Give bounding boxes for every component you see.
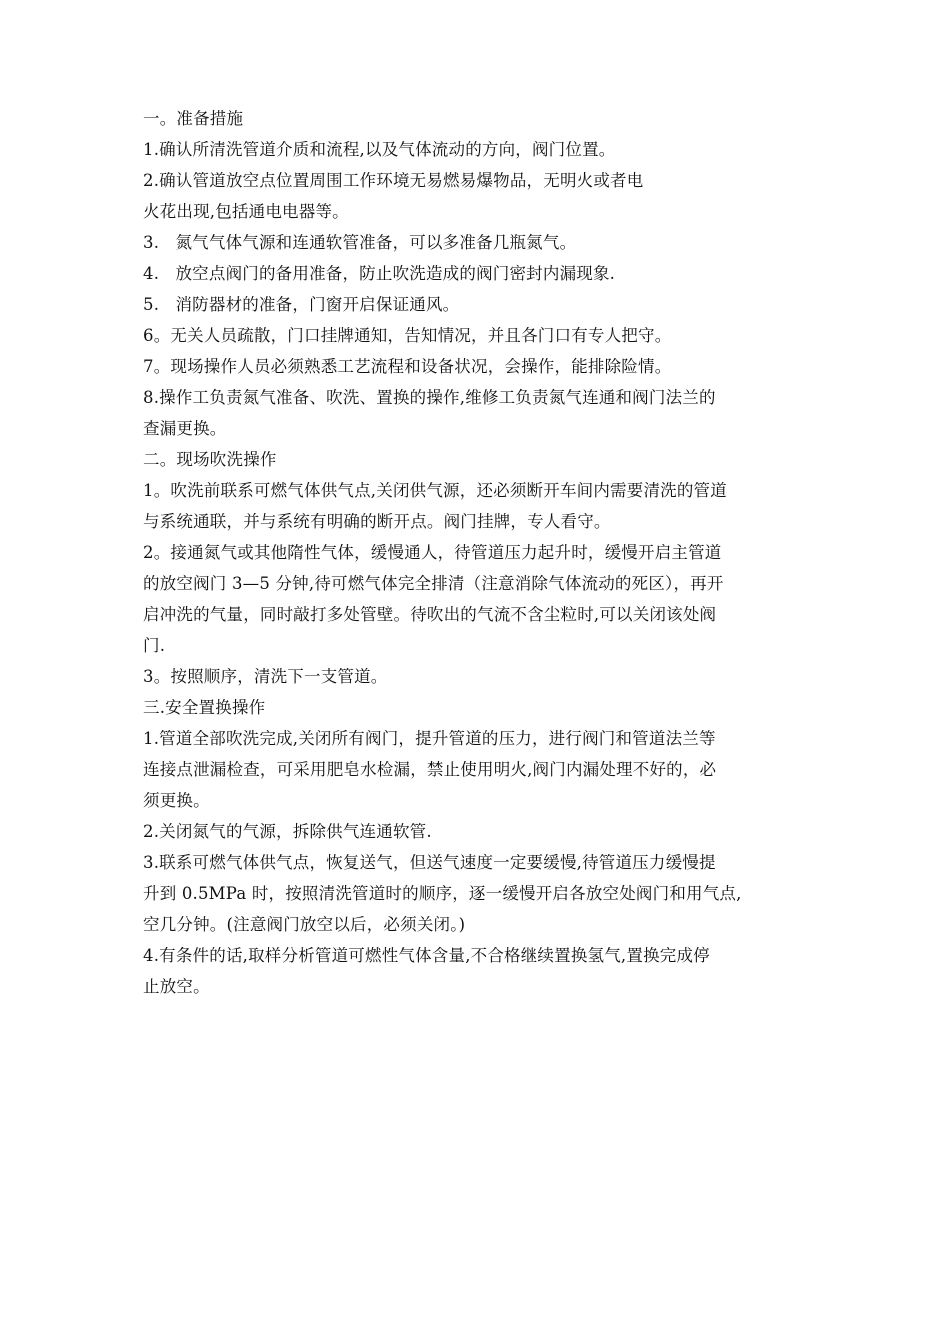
paragraph-line: 3.联系可燃气体供气点，恢复送气，但送气速度一定要缓慢,待管道压力缓慢提 bbox=[143, 853, 716, 872]
paragraph-line: 3. 氮气气体气源和连通软管准备，可以多准备几瓶氮气。 bbox=[143, 233, 577, 252]
paragraph-line: 3。按照顺序，清洗下一支管道。 bbox=[143, 667, 388, 686]
paragraph-line: 空几分钟。(注意阀门放空以后，必须关闭。) bbox=[143, 915, 466, 934]
paragraph-line: 6。无关人员疏散，门口挂牌通知，告知情况，并且各门口有专人把守。 bbox=[143, 326, 672, 345]
section-heading-replacement: 三.安全置换操作 bbox=[143, 698, 266, 717]
paragraph-line: 止放空。 bbox=[143, 977, 210, 996]
paragraph-line: 5. 消防器材的准备，门窗开启保证通风。 bbox=[143, 295, 460, 314]
paragraph-line: 连接点泄漏检查，可采用肥皂水检漏，禁止使用明火,阀门内漏处理不好的，必 bbox=[143, 760, 717, 779]
paragraph-line: 查漏更换。 bbox=[143, 419, 227, 438]
paragraph-line: 2.关闭氮气的气源，拆除供气连通软管. bbox=[143, 822, 432, 841]
paragraph-line: 2。接通氮气或其他隋性气体，缓慢通人，待管道压力起升时，缓慢开启主管道 bbox=[143, 543, 722, 562]
section-heading-blowing: 二。现场吹洗操作 bbox=[143, 450, 277, 469]
paragraph-line: 7。现场操作人员必须熟悉工艺流程和设备状况，会操作，能排除险情。 bbox=[143, 357, 672, 376]
paragraph-line: 1。吹洗前联系可燃气体供气点,关闭供气源，还必须断开车间内需要清洗的管道 bbox=[143, 481, 727, 500]
paragraph-line: 4.有条件的话,取样分析管道可燃性气体含量,不合格继续置换氢气,置换完成停 bbox=[143, 946, 710, 965]
paragraph-line: 火花出现,包括通电电器等。 bbox=[143, 202, 349, 221]
paragraph-line: 2.确认管道放空点位置周围工作环境无易燃易爆物品，无明火或者电 bbox=[143, 171, 644, 190]
document-body bbox=[143, 103, 811, 1002]
paragraph-line: 1.确认所清洗管道介质和流程,以及气体流动的方向，阀门位置。 bbox=[143, 140, 616, 159]
section-heading-preparation: 一。准备措施 bbox=[143, 109, 244, 128]
paragraph-line: 启冲洗的气量，同时敲打多处管壁。待吹出的气流不含尘粒时,可以关闭该处阀 bbox=[143, 605, 717, 624]
paragraph-line: 1.管道全部吹洗完成,关闭所有阀门，提升管道的压力，进行阀门和管道法兰等 bbox=[143, 729, 716, 748]
paragraph-line: 4. 放空点阀门的备用准备，防止吹洗造成的阀门密封内漏现象. bbox=[143, 264, 616, 283]
paragraph-line: 与系统通联，并与系统有明确的断开点。阀门挂牌，专人看守。 bbox=[143, 512, 611, 531]
paragraph-line: 的放空阀门 3—5 分钟,待可燃气体完全排清（注意消除气体流动的死区），再开 bbox=[143, 574, 724, 593]
paragraph-line: 8.操作工负责氮气准备、吹洗、置换的操作,维修工负责氮气连通和阀门法兰的 bbox=[143, 388, 716, 407]
paragraph-line: 升到 0.5MPa 时，按照清洗管道时的顺序，逐一缓慢开启各放空处阀门和用气点, bbox=[143, 884, 742, 903]
paragraph-line: 须更换。 bbox=[143, 791, 210, 810]
paragraph-line: 门. bbox=[143, 636, 166, 655]
